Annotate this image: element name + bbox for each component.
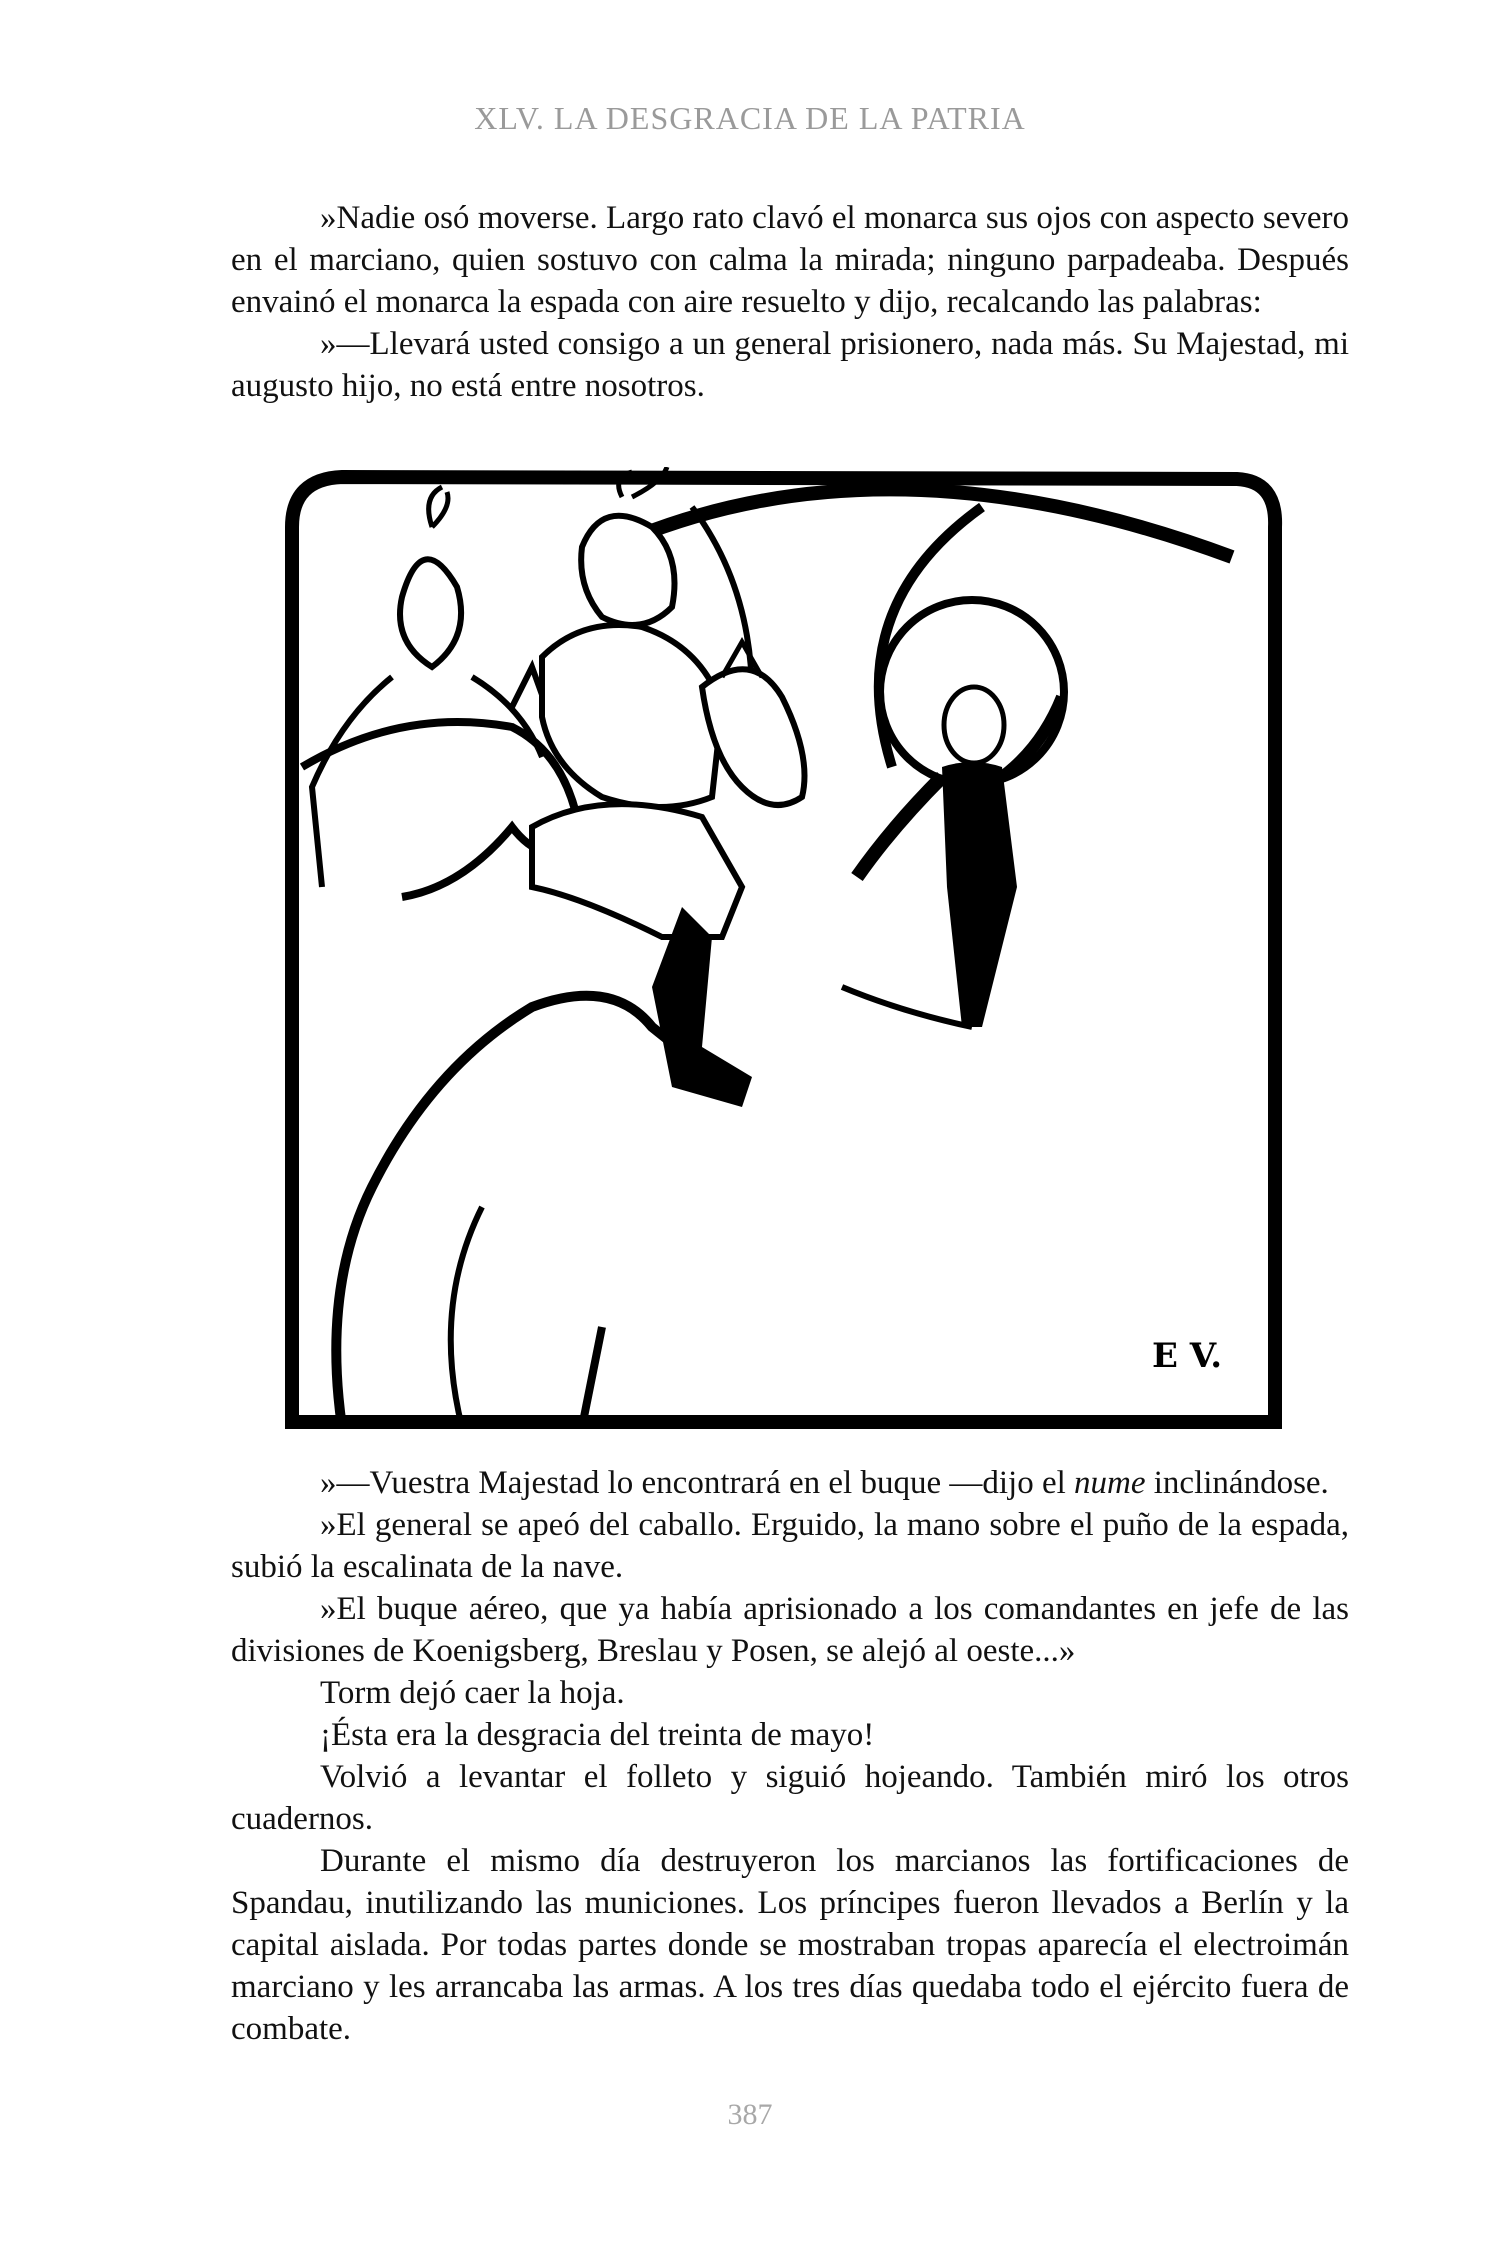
paragraph: Torm dejó caer la hoja. xyxy=(320,1675,625,1711)
text-block-bottom xyxy=(231,1462,1349,2050)
paragraph: Durante el mismo día destruyeron los marcianos las fortificaciones de Spandau, inutilizando las municiones. Los príncipes fueron llevados a Berlín y la capital aislada. Por todas partes donde se mostraban tropas aparecía el electroimán marciano y les arrancaba las armas. A los tres días quedaba todo el ejército fuera de combate. xyxy=(231,1843,1349,2047)
engraving-horsemen-and-martian-icon xyxy=(282,467,1285,1432)
running-header: XLV. LA DESGRACIA DE LA PATRIA xyxy=(474,100,1026,136)
word-nume: nume xyxy=(1074,1465,1146,1501)
illustration xyxy=(282,467,1285,1432)
paragraph: »—Llevará usted consigo a un general prisionero, nada más. Su Majestad, mi augusto hijo, no está entre nosotros. xyxy=(231,326,1349,404)
paragraph-nume-before: »—Vuestra Majestad lo encontrará en el buque —dijo el xyxy=(320,1465,1075,1501)
paragraph: »El general se apeó del caballo. Erguido, la mano sobre el puño de la espada, subió la escalinata de la nave. xyxy=(231,1507,1349,1585)
paragraph-nume-after: inclinándose. xyxy=(1145,1465,1329,1501)
paragraph-nume xyxy=(231,1462,1349,1504)
paragraph: Volvió a levantar el folleto y siguió hojeando. También miró los otros cuadernos. xyxy=(231,1759,1349,1837)
artist-signature: E V. xyxy=(1152,1336,1223,1376)
paragraph: ¡Ésta era la desgracia del treinta de mayo! xyxy=(320,1717,875,1753)
text-block-top xyxy=(231,197,1349,407)
paragraph: »El buque aéreo, que ya había aprisionado a los comandantes en jefe de las divisiones de Koenigsberg, Breslau y Posen, se alejó al oeste...» xyxy=(231,1591,1349,1669)
page-number: 387 xyxy=(727,2098,773,2131)
paragraph: »Nadie osó moverse. Largo rato clavó el monarca sus ojos con aspecto severo en el marciano, quien sostuvo con calma la mirada; ninguno parpadeaba. Después envainó el monarca la espada con aire resuelto y dijo, recalcando las palabras: xyxy=(231,200,1349,320)
